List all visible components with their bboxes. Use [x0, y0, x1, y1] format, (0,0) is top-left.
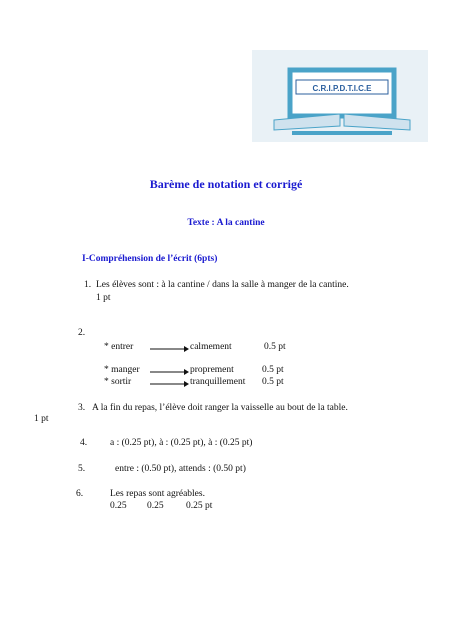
q6-text: Les repas sont agréables.: [110, 489, 205, 499]
q2-row-left: * sortir: [104, 377, 132, 387]
q3-number: 3.: [78, 403, 86, 413]
section-heading: I-Compréhension de l’écrit (6pts): [82, 254, 218, 264]
q2-row-right: tranquillement: [190, 377, 246, 387]
logo: [252, 50, 428, 142]
q2-row-right: proprement: [190, 365, 234, 375]
logo-text: C.R.I.P.D.T.I.C.E: [312, 84, 372, 93]
q2-row-points: 0.5 pt: [262, 377, 284, 387]
q2-row-right: calmement: [190, 342, 232, 352]
text-title: Texte : A la cantine: [187, 218, 265, 228]
arrow-icon: [150, 379, 190, 389]
q6-number: 6.: [76, 489, 84, 499]
q1-points: 1 pt: [96, 293, 111, 303]
q2-row-points: 0.5 pt: [262, 365, 284, 375]
arrow-icon: [150, 344, 190, 354]
q1-text: Les élèves sont : à la cantine / dans la salle à manger de la cantine.: [96, 280, 349, 290]
q2-row-left: * manger: [104, 365, 140, 375]
logo-image: [252, 50, 428, 142]
q3-points: 1 pt: [34, 414, 49, 424]
arrow-icon: [150, 367, 190, 377]
page-title: Barème de notation et corrigé: [149, 177, 303, 191]
q2-number: 2.: [78, 328, 86, 338]
q4-number: 4.: [80, 438, 88, 448]
q2-row-left: * entrer: [104, 342, 134, 352]
q3-text: A la fin du repas, l’élève doit ranger la vaisselle au bout de la table.: [92, 403, 348, 413]
q5-text: entre : (0.50 pt), attends : (0.50 pt): [115, 464, 246, 474]
q5-number: 5.: [78, 464, 86, 474]
q4-text: a : (0.25 pt), à : (0.25 pt), à : (0.25 pt): [110, 438, 253, 448]
q6-score: 0.25: [147, 501, 164, 511]
q6-score: 0.25 pt: [186, 501, 213, 511]
q1-number: 1.: [84, 280, 92, 290]
q2-row-points: 0.5 pt: [264, 342, 286, 352]
q6-score: 0.25: [110, 501, 127, 511]
